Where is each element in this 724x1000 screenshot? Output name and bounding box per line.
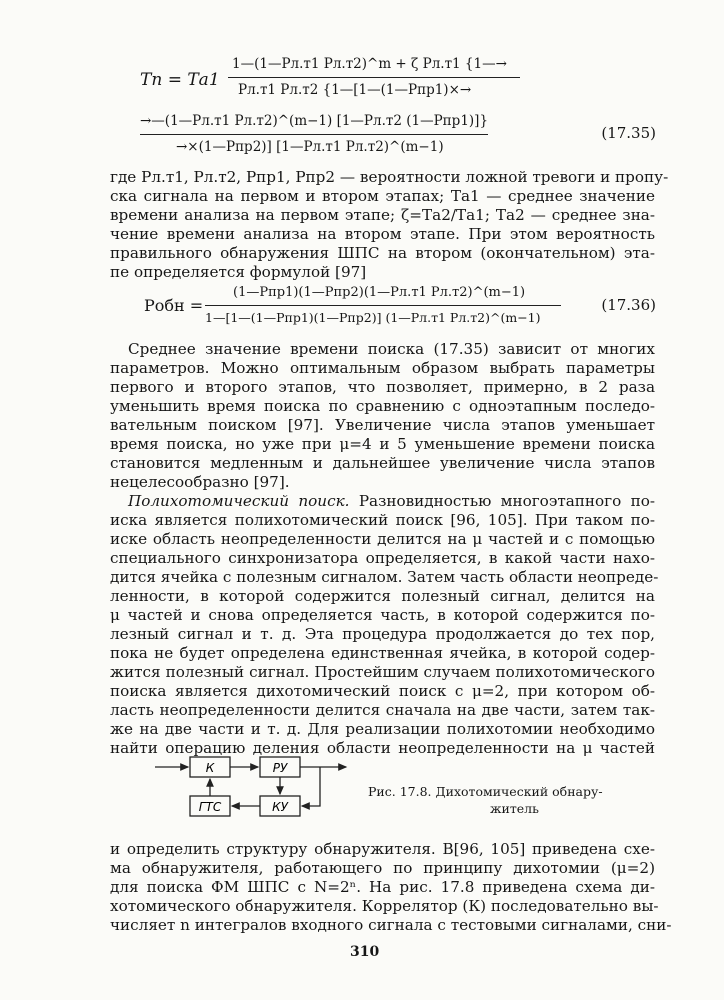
section-heading-polychotomic-search: Полихотомический поиск. [128, 492, 350, 510]
text-line: Среднее значение времени поиска (17.35) зависит от многих [128, 340, 655, 358]
text-line: μ частей и снова определяется часть, в которой содержится по- [110, 606, 655, 624]
text-line: вательным поиском [97]. Увеличение числа этапов уменьшает [110, 416, 655, 434]
text-line: дится ячейка с полезным сигналом. Затем часть области неопреде- [110, 568, 659, 586]
text-span: Разновидностью многоэтапного по- [358, 492, 656, 510]
equation-17-35-numerator-2: →—(1—Pл.т1 Pл.т2)^(m−1) [1—Pл.т2 (1—Pпр1)]} [140, 113, 489, 129]
correlator-label: К [205, 761, 215, 775]
decision-label: РУ [272, 761, 288, 775]
equation-17-35-numerator-1: 1—(1—Pл.т1 Pл.т2)^m + ζ Pл.т1 {1—→ [232, 56, 507, 72]
text-line: хотомического обнаружителя. Коррелятор (К) последовательно вы- [110, 897, 659, 915]
fraction-bar [228, 77, 520, 78]
equation-17-36-lhs: Pобн = [144, 296, 204, 315]
figure-caption-line-2: житель [490, 801, 539, 816]
text-line: найти операцию деления области неопределенности на μ частей [110, 739, 655, 757]
equation-17-35-denominator-1: Pл.т1 Pл.т2 {1—[1—(1—Pпр1)×→ [238, 82, 472, 98]
test-signal-generator-label: ГТС [198, 800, 222, 814]
text-line: числяет n интегралов входного сигнала с тестовыми сигналами, сни- [110, 916, 672, 934]
text-line: ска сигнала на первом и втором этапах; Tа1 — среднее значение [110, 187, 655, 205]
text-line: иска является полихотомический поиск [96, 105]. При таком по- [110, 511, 655, 529]
text-line: нецелесообразно [97]. [110, 473, 290, 491]
text-line: где Pл.т1, Pл.т2, Pпр1, Pпр2 — вероятности ложной тревоги и пропу- [110, 168, 669, 186]
text-line: первого и второго этапов, что позволяет, примерно, в 2 раза [110, 378, 655, 396]
text-line: поиска является дихотомический поиск с μ=2, при котором об- [110, 682, 655, 700]
control-label: КУ [272, 800, 288, 814]
text-line: правильного обнаружения ШПС на втором (окончательном) эта- [110, 244, 655, 262]
text-line: специального синхронизатора определяется, в какой части нахо- [110, 549, 655, 567]
text-line: пе определяется формулой [97] [110, 263, 367, 281]
text-line: иске область неопределенности делится на μ частей и с помощью [110, 530, 655, 548]
equation-17-36-numerator: (1—Pпр1)(1—Pпр2)(1—Pл.т1 Pл.т2)^(m−1) [233, 285, 526, 300]
equation-number-17-36: (17.36) [601, 296, 656, 314]
text-line: параметров. Можно оптимальным образом выбрать параметры [110, 359, 655, 377]
figure-caption-line-1: Рис. 17.8. Дихотомический обнару- [368, 784, 603, 799]
fraction-bar [205, 305, 561, 306]
text-line: уменьшить время поиска по сравнению с одноэтапным последо- [110, 397, 655, 415]
ru-to-ku-feedback [302, 767, 320, 806]
text-line: же на две части и т. д. Для реализации полихотомии необходимо [110, 720, 655, 738]
equation-number-17-35: (17.35) [601, 124, 656, 142]
text-line: и определить структуру обнаружителя. В[96, 105] приведена схе- [110, 840, 655, 858]
text-line: чение времени анализа на втором этапе. При этом вероятность [110, 225, 655, 243]
text-line: жится полезный сигнал. Простейшим случаем полихотомического [110, 663, 655, 681]
text-line: ласть неопределенности делится сначала на две части, затем так- [110, 701, 655, 719]
equation-17-36-denominator: 1—[1—(1—Pпр1)(1—Pпр2)] (1—Pл.т1 Pл.т2)^(m−1) [205, 310, 541, 325]
page-number: 310 [350, 944, 380, 960]
text-line: для поиска ФМ ШПС с N=2ⁿ. На рис. 17.8 приведена схема ди- [110, 878, 655, 896]
text-line: время поиска, но уже при μ=4 и 5 уменьшение времени поиска [110, 435, 655, 453]
text-line: времени анализа на первом этапе; ζ=Tа2/Tа1; Tа2 — среднее зна- [110, 206, 655, 224]
dichotomic-detector-diagram [150, 750, 360, 830]
text-line: лезный сигнал и т. д. Эта процедура продолжается до тех пор, [110, 625, 655, 643]
text-line: ленности, в которой содержится полезный сигнал, делится на [110, 587, 655, 605]
equation-17-35-lhs: Tп = Tа1 [140, 70, 220, 90]
text-line: ма обнаружителя, работающего по принципу дихотомии (μ=2) [110, 859, 655, 877]
text-line: становится медленным и дальнейшее увеличение числа этапов [110, 454, 655, 472]
text-line-with-heading [128, 492, 655, 511]
text-line: пока не будет определена единственная ячейка, в которой содер- [110, 644, 655, 662]
fraction-bar [140, 134, 488, 135]
equation-17-35-denominator-2: →×(1—Pпр2)] [1—Pл.т1 Pл.т2)^(m−1) [176, 139, 444, 155]
